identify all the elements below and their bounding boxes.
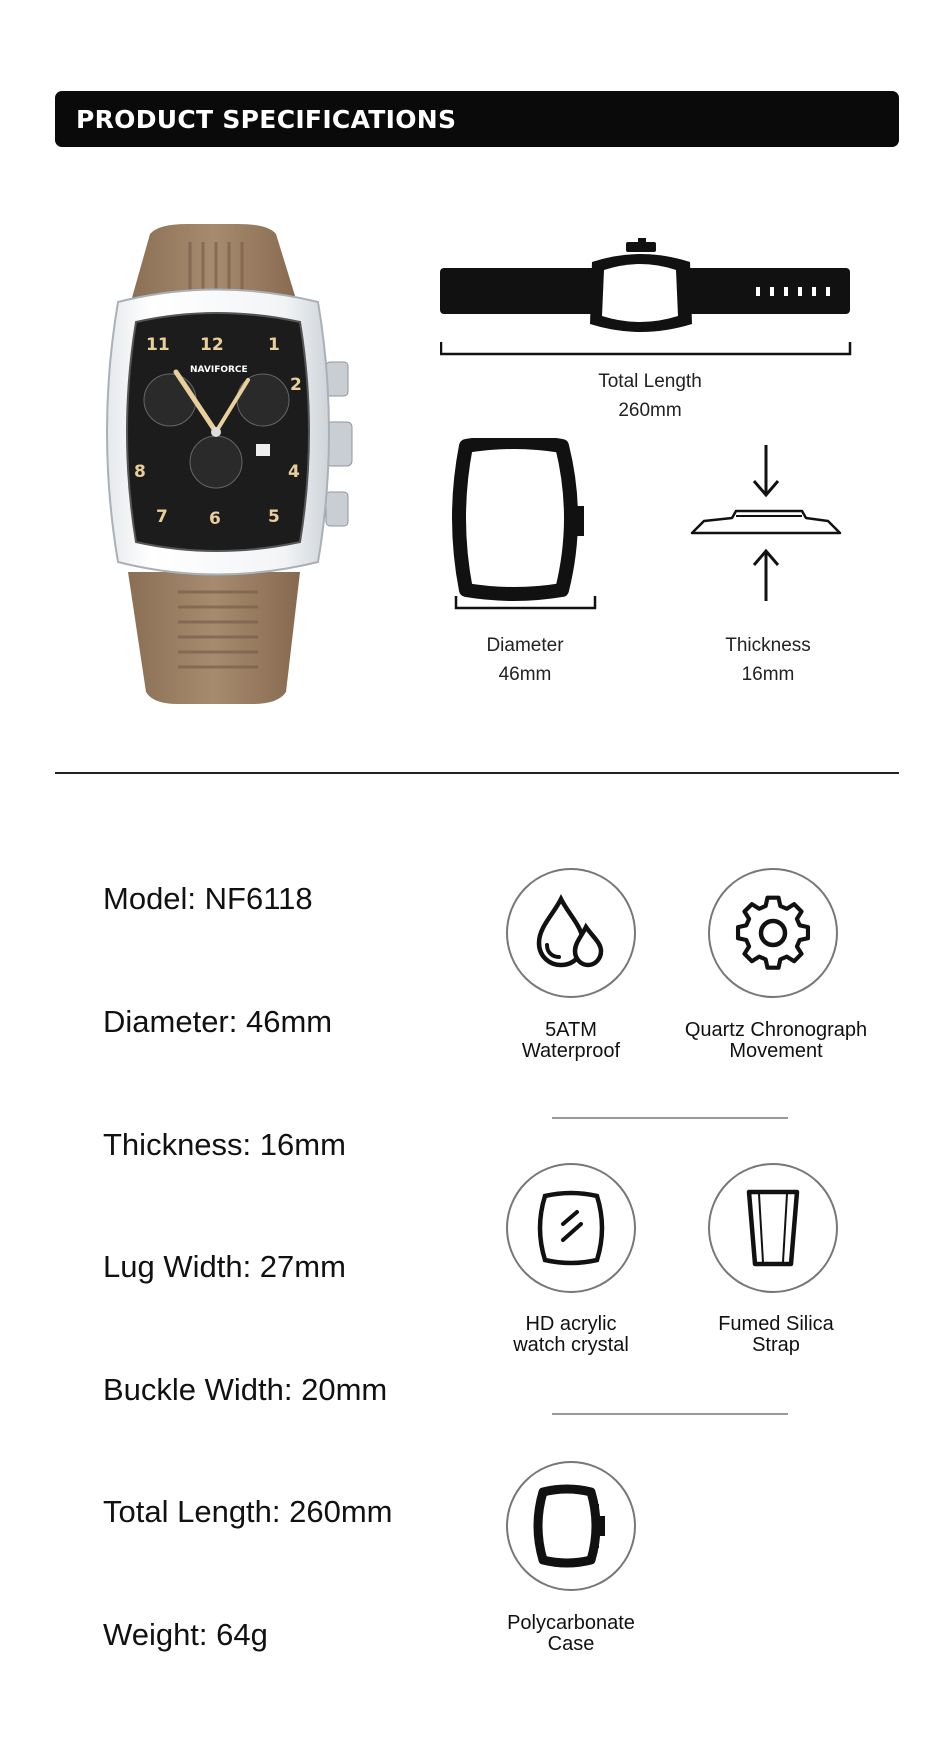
svg-text:11: 11 <box>146 335 170 355</box>
feature-case-label <box>461 1613 681 1655</box>
feature-label-line: Waterproof <box>521 1040 621 1062</box>
svg-text:12: 12 <box>200 335 224 355</box>
svg-text:6: 6 <box>209 509 221 529</box>
feature-label-line: Case <box>547 1633 595 1655</box>
specifications-header <box>55 91 899 147</box>
feature-movement-label <box>666 1020 886 1062</box>
length-caption <box>555 367 745 425</box>
svg-text:2: 2 <box>290 375 302 395</box>
svg-text:7: 7 <box>156 507 168 527</box>
feature-waterproof <box>506 868 636 998</box>
feature-case <box>506 1461 636 1591</box>
length-label: Total Length <box>598 371 702 392</box>
gear-icon <box>733 893 813 973</box>
feature-strap <box>708 1163 838 1293</box>
svg-text:NAVIFORCE: NAVIFORCE <box>190 365 248 375</box>
svg-text:8: 8 <box>134 462 146 482</box>
length-value: 260mm <box>618 400 682 421</box>
diameter-value: 46mm <box>498 664 552 685</box>
thickness-profile-icon <box>690 443 842 603</box>
svg-text:4: 4 <box>288 462 300 482</box>
feature-label-line: 5ATM <box>545 1019 597 1041</box>
strap-length-icon <box>440 238 860 360</box>
feature-label-line: Quartz Chronograph <box>684 1019 868 1041</box>
spec-model: Model: NF6118 <box>103 881 313 916</box>
diameter-caption <box>430 631 620 689</box>
watch-crystal-icon <box>531 1188 611 1268</box>
feature-label-line: Strap <box>752 1334 800 1356</box>
watch-case-icon <box>529 1484 613 1568</box>
spec-buckle-width: Buckle Width: 20mm <box>103 1372 388 1407</box>
spec-diameter: Diameter: 46mm <box>103 1004 333 1039</box>
feature-label-line: Movement <box>729 1040 823 1062</box>
feature-label-line: Fumed Silica <box>718 1313 834 1335</box>
thickness-value: 16mm <box>741 664 795 685</box>
feature-label-line: Polycarbonate <box>507 1612 635 1634</box>
strap-icon <box>733 1188 813 1268</box>
feature-label-line: watch crystal <box>513 1334 629 1356</box>
spec-thickness: Thickness: 16mm <box>103 1127 346 1162</box>
feature-divider <box>552 1413 788 1415</box>
svg-text:1: 1 <box>268 335 280 355</box>
diameter-label: Diameter <box>486 635 564 656</box>
feature-waterproof-label <box>461 1020 681 1062</box>
diameter-case-icon <box>452 438 602 610</box>
thickness-caption <box>673 631 863 689</box>
water-drops-icon <box>531 893 611 973</box>
feature-divider <box>552 1117 788 1119</box>
section-divider <box>55 772 899 774</box>
spec-lug-width: Lug Width: 27mm <box>103 1249 346 1284</box>
thickness-label: Thickness <box>725 635 811 656</box>
spec-weight: Weight: 64g <box>103 1617 268 1652</box>
spec-total-length: Total Length: 260mm <box>103 1494 393 1529</box>
feature-crystal <box>506 1163 636 1293</box>
feature-label-line: HD acrylic <box>525 1313 617 1335</box>
svg-text:5: 5 <box>268 507 280 527</box>
page-title: PRODUCT SPECIFICATIONS <box>76 105 457 134</box>
watch-product-image <box>78 222 363 707</box>
feature-crystal-label <box>461 1314 681 1356</box>
feature-strap-label <box>666 1314 886 1356</box>
feature-movement <box>708 868 838 998</box>
